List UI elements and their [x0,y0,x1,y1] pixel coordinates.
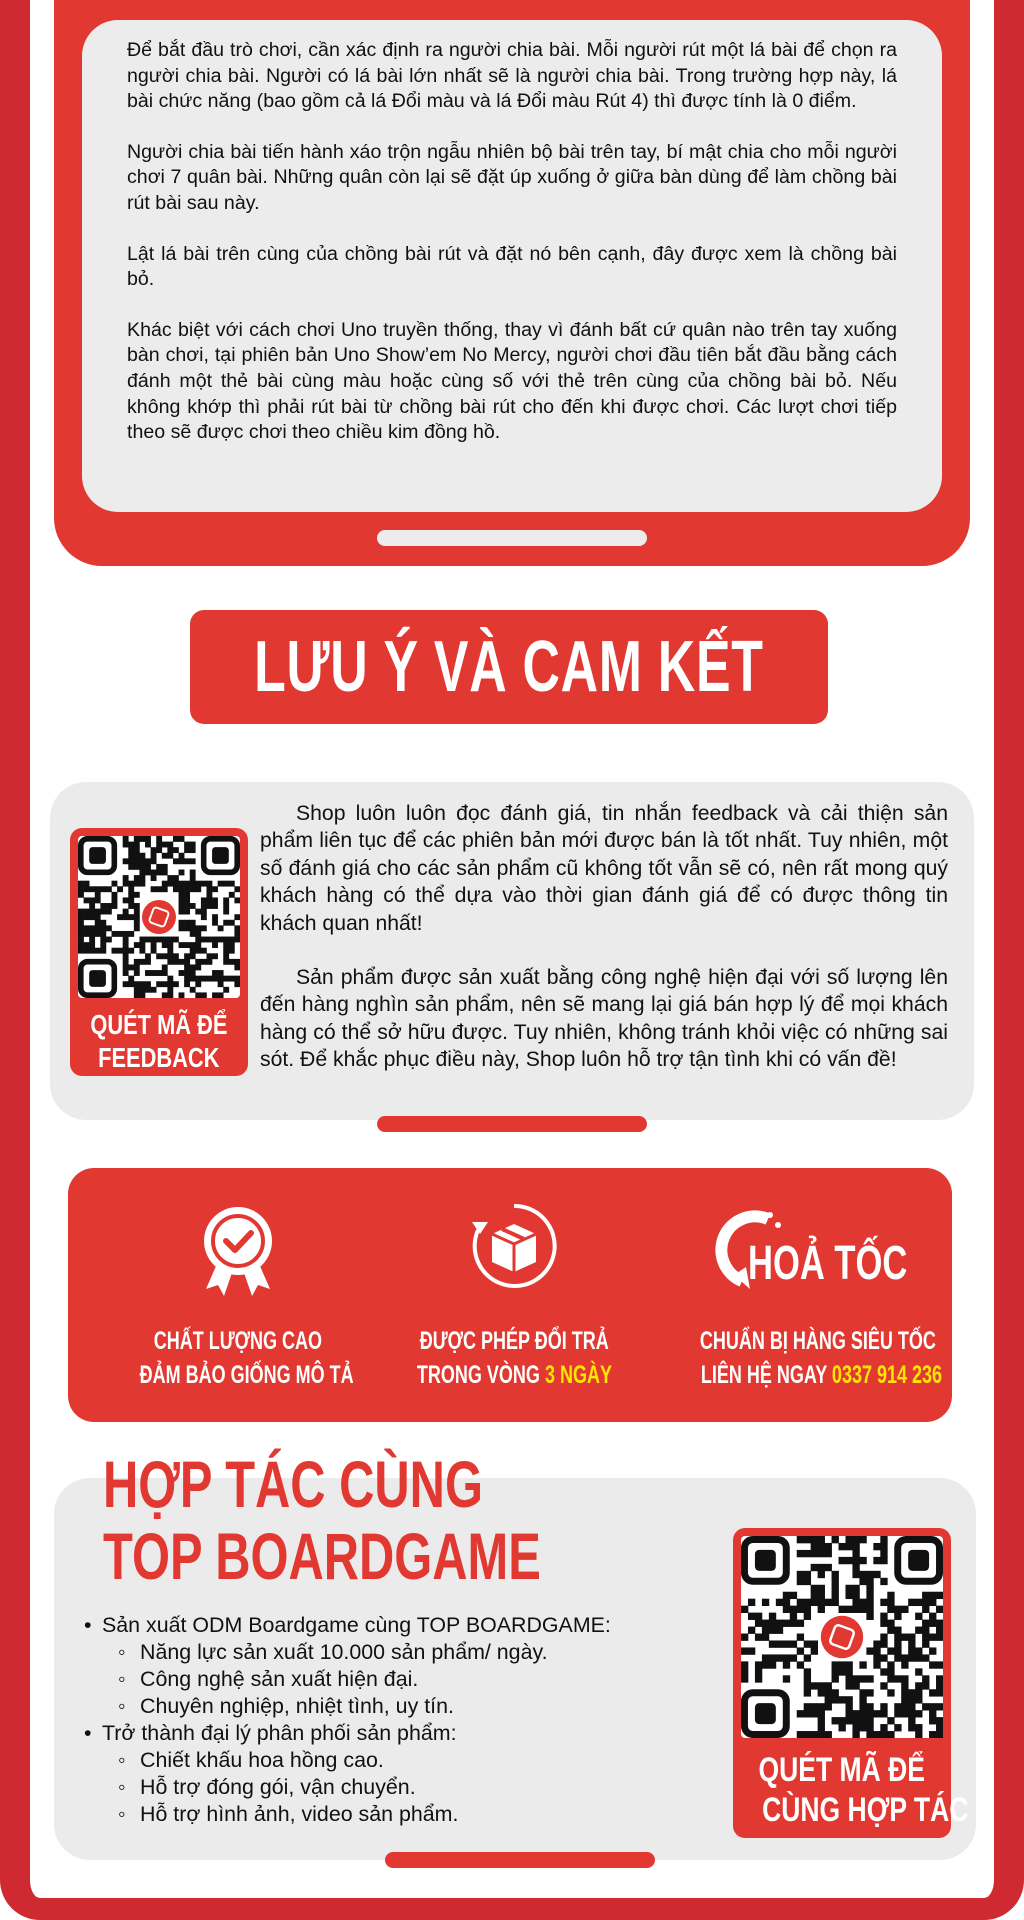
intro-paragraph: Người chia bài tiến hành xáo trộn ngẫu nhiên bộ bài trên tay, bí mật chia cho mỗi người chơi 7 quân bài. Những quân còn lại sẽ đặt úp xuống ở giữa bàn dùng để làm chồng bài rút bài sau này. [127,140,897,214]
feature-line: LIÊN HỆ NGAY 0337 914 236 [700,1361,943,1389]
divider-pill [377,530,647,546]
partner-item: ◦ Hỗ trợ hình ảnh, video sản phẩm. [102,1801,722,1828]
express-badge: HOẢ TỐC [748,1237,908,1290]
section-heading [190,610,828,724]
divider-pill [385,1852,655,1868]
partner-title: HỢP TÁC CÙNG TOP BOARDGAME [103,1447,541,1593]
feedback-paragraph: Sản phẩm được sản xuất bằng công nghệ hiện đại với số lượng lên đến hàng nghìn sản phẩm, nên sẽ mang lại giá bán hợp lý để mọi khách hàng có thể sở hữu được. Tuy nhiên, không tránh khỏi việc có những sai sót. Để khắc phục điều này, Shop luôn hỗ trợ tận tình khi có vấn đề! [260,966,948,1072]
feature-line: ĐẢM BẢO GIỐNG MÔ TẢ [139,1361,354,1389]
feature-returns [374,1324,654,1392]
section-heading-text: LƯU Ý VÀ CAM KẾT [254,627,764,707]
feedback-qr-label: QUÉT MÃ ĐỂ FEEDBACK [90,1009,228,1074]
intro-paragraph: Lật lá bài trên cùng của chồng bài rút và đặt nó bên cạnh, đây được xem là chồng bài bỏ. [127,242,897,291]
return-box-icon [468,1200,560,1292]
intro-paragraph: Khác biệt với cách chơi Uno truyền thống, thay vì đánh bất cứ quân nào trên tay xuống bàn chơi, tại phiên bản Uno Show’em No Mercy, người chơi đầu tiên bắt đầu bằng cách đánh một thẻ bài cùng màu hoặc cùng số với thẻ trên cùng của chồng bài bỏ. Nếu không khớp thì phải rút bài từ chồng bài rút cho đến khi được chơi. Các lượt chơi tiếp theo sẽ được chơi theo chiều kim đồng hồ. [127,318,897,444]
feedback-text [260,800,948,1101]
feature-quality [98,1324,378,1392]
intro-text [127,38,897,471]
partner-qr-label: QUÉT MÃ ĐỂ CÙNG HỢP TÁC [758,1751,969,1830]
partner-item: ◦ Công nghệ sản xuất hiện đại. [102,1666,722,1693]
intro-paragraph: Để bắt đầu trò chơi, cần xác định ra người chia bài. Mỗi người rút một lá bài để chọn ra người chia bài. Người có lá bài lớn nhất sẽ là người chia bài. Trong trường hợp này, lá bài chức năng (bao gồm cả lá Đổi màu và lá Đổi màu Rút 4) thì được tính là 0 điểm. [127,39,897,113]
feedback-paragraph: Shop luôn luôn đọc đánh giá, tin nhắn feedback và cải thiện sản phẩm liên tục để các phiên bản mới được bán là tốt nhất. Tuy nhiên, một số đánh giá cho các sản phẩm cũ không tốt vẫn sẽ có, nên rất mong quý khách hàng có thể dựa vào thời gian đánh giá để có được thông tin khách quan nhất! [260,802,948,935]
feedback-qr-panel [70,828,248,1076]
hotline-number[interactable]: 0337 914 236 [831,1361,943,1389]
return-days: 3 NGÀY [544,1361,612,1389]
partner-qr-code[interactable] [741,1536,943,1738]
qr-code-graphic [741,1536,943,1738]
award-ribbon-icon [198,1205,278,1297]
partner-item: ◦ Năng lực sản xuất 10.000 sản phẩm/ ngày. [102,1639,722,1666]
partner-item: ◦ Chiết khấu hoa hồng cao. [102,1747,722,1774]
partner-group-label: • Trở thành đại lý phân phối sản phẩm: [102,1720,722,1747]
feature-line: TRONG VÒNG 3 NGÀY [416,1361,612,1389]
feature-line: ĐƯỢC PHÉP ĐỔI TRẢ [419,1327,609,1355]
feature-shipping [654,1324,943,1392]
divider-pill [377,1116,647,1132]
feature-line: CHẤT LƯỢNG CAO [153,1327,323,1355]
feature-line: CHUẨN BỊ HÀNG SIÊU TỐC [699,1327,936,1355]
partner-qr-panel [733,1528,969,1838]
feedback-qr-code[interactable] [78,836,240,998]
partner-item: ◦ Hỗ trợ đóng gói, vận chuyển. [102,1774,722,1801]
partner-item: ◦ Chuyên nghiệp, nhiệt tình, uy tín. [102,1693,722,1720]
qr-code-graphic [78,836,240,998]
partner-group-label: • Sản xuất ODM Boardgame cùng TOP BOARDGAME: [102,1612,722,1639]
partner-list [82,1612,722,1828]
